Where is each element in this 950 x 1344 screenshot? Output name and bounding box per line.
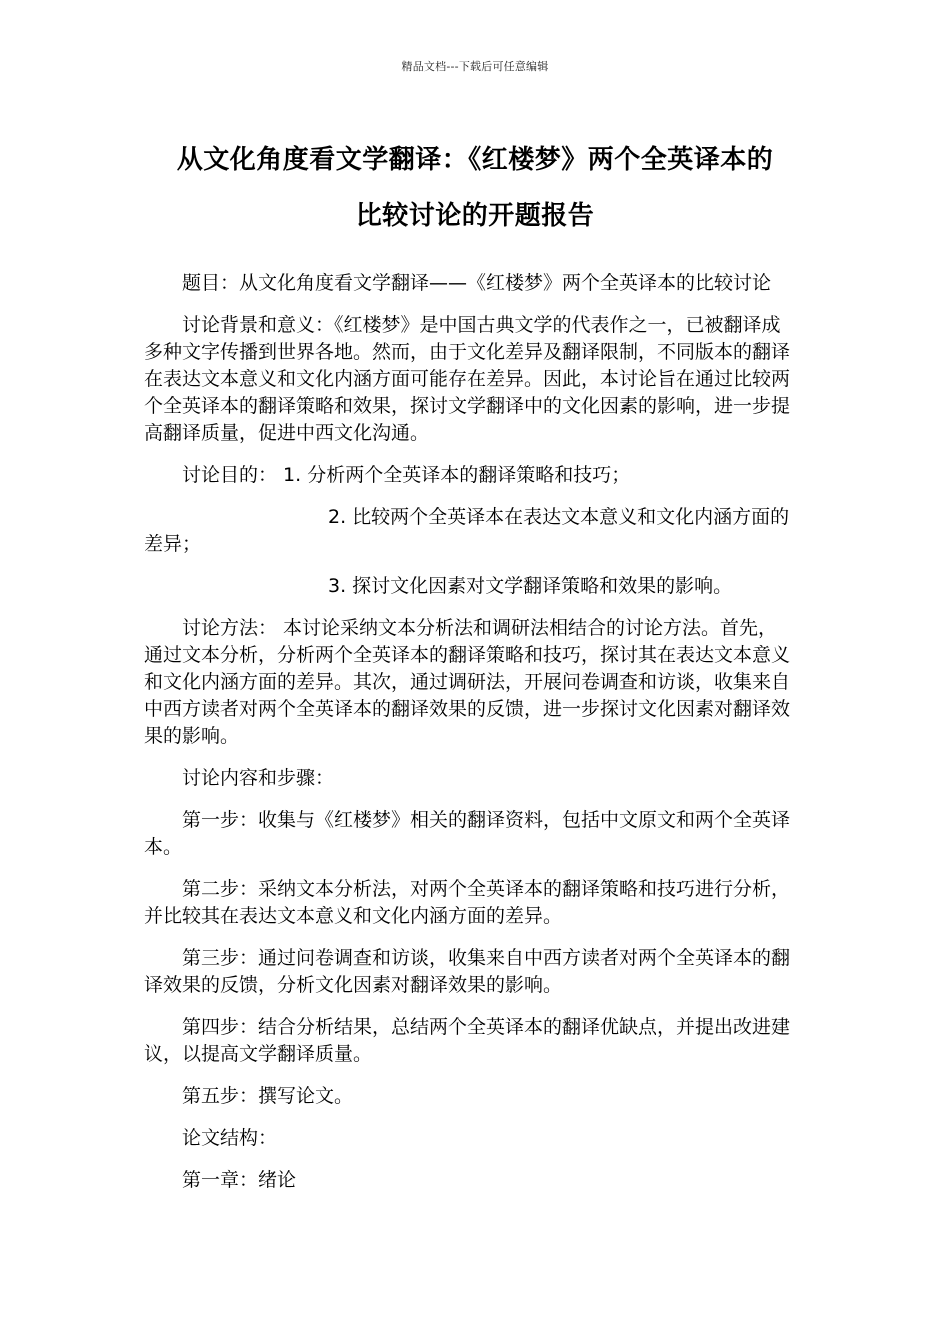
- paragraph-objective-2: 2. 比较两个全英译本在表达文本意义和文化内涵方面的差异；: [144, 506, 790, 555]
- paragraph-content-heading: 讨论内容和步骤：: [182, 767, 335, 789]
- paragraph-method: 讨论方法： 本讨论采纳文本分析法和调研法相结合的讨论方法。首先，通过文本分析，分析两个全英译本的翻译策略和技巧，探讨其在表达文本意义和文化内涵方面的差异。其次，通过调研法，开展问卷调查和访谈，收集来自中西方读者对两个全英译本的翻译效果的反馈，进一步探讨文化因素对翻译效果的影响。: [144, 617, 791, 747]
- paragraph-step-3: 第三步：通过问卷调查和访谈，收集来自中西方读者对两个全英译本的翻译效果的反馈，分析文化因素对翻译效果的影响。: [144, 947, 791, 996]
- header-note: 精品文档---下载后可任意编辑: [401, 60, 549, 73]
- paragraph-structure-heading: 论文结构：: [182, 1127, 278, 1149]
- paragraph-step-1: 第一步：收集与《红楼梦》相关的翻译资料，包括中文原文和两个全英译本。: [144, 809, 791, 858]
- paragraph-step-5: 第五步：撰写论文。: [182, 1085, 354, 1107]
- paragraph-step-4: 第四步：结合分析结果，总结两个全英译本的翻译优缺点，并提出改进建议，以提高文学翻译质量。: [144, 1016, 791, 1065]
- title-line-2: 比较讨论的开题报告: [355, 201, 595, 231]
- document-body: [144, 270, 794, 1209]
- paragraph-objective-3: 3. 探讨文化因素对文学翻译策略和效果的影响。: [328, 575, 733, 597]
- title-line-1: 从文化角度看文学翻译：《红楼梦》两个全英译本的: [176, 145, 774, 175]
- paragraph-chapter-1: 第一章：绪论: [182, 1169, 297, 1191]
- document-title: [120, 132, 830, 244]
- paragraph-objective-1: 讨论目的： 1. 分析两个全英译本的翻译策略和技巧；: [182, 464, 631, 486]
- paragraph-step-2: 第二步：采纳文本分析法，对两个全英译本的翻译策略和技巧进行分析，并比较其在表达文本意义和文化内涵方面的差异。: [144, 878, 791, 927]
- paragraph-topic: 题目：从文化角度看文学翻译——《红楼梦》两个全英译本的比较讨论: [182, 272, 772, 294]
- paragraph-background: 讨论背景和意义：《红楼梦》是中国古典文学的代表作之一，已被翻译成多种文字传播到世界各地。然而，由于文化差异及翻译限制，不同版本的翻译在表达文本意义和文化内涵方面可能存在差异。因此，本讨论旨在通过比较两个全英译本的翻译策略和效果，探讨文学翻译中的文化因素的影响，进一步提高翻译质量，促进中西文化沟通。: [144, 314, 791, 444]
